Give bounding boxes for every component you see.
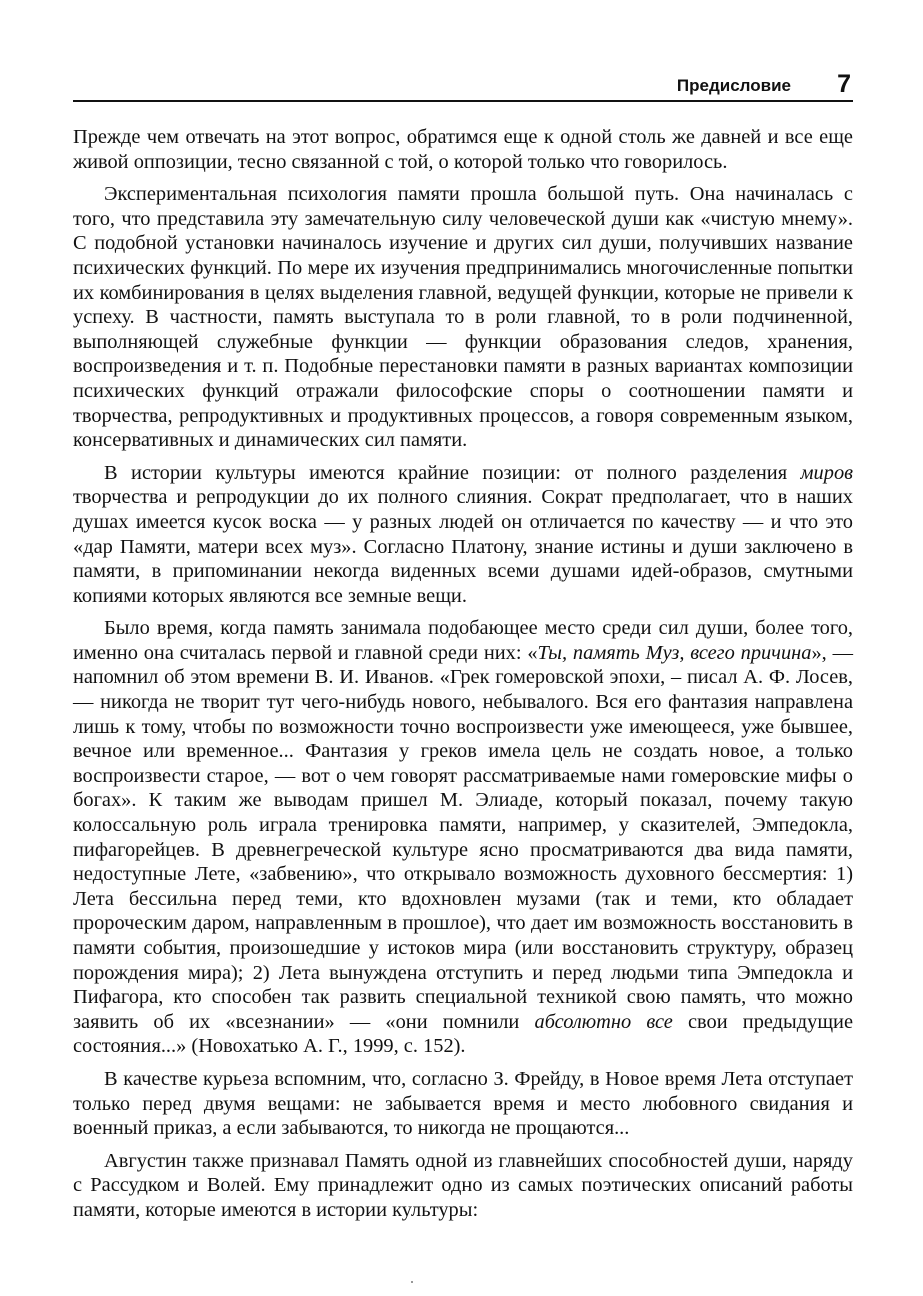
paragraph-text: В истории культуры имеются крайние позиции: от полного разделения xyxy=(104,461,801,484)
paragraph xyxy=(73,125,853,174)
section-title: Предисловие xyxy=(676,76,791,95)
paragraph-text: Прежде чем отвечать на этот вопрос, обратимся еще к одной столь же давней и все еще живой оппозиции, тесно связанной с той, о которой только что говорилось. xyxy=(73,126,853,173)
paragraph-text: В качестве курьеза вспомним, что, согласно З. Фрейду, в Новое время Лета отступает только перед двумя вещами: не забывается время и место любовного свидания и военный приказ, а если забываются, то никогда не прощаются... xyxy=(73,1067,853,1140)
paragraph-text: Экспериментальная психология памяти прошла большой путь. Она начиналась с того, что представила эту замечательную силу человеческой души как «чистую мнему». С подобной установки начиналось изучение и других сил души, получивших название психических функций. По мере их изучения предпринимались многочисленные попытки их комбинирования в целях выделения главной, ведущей функции, которые не привели к успеху. В частности, память выступала то в роли главной, то в роли подчиненной, выполняющей служебные функции — функции образования следов, хранения, воспроизведения и т. п. Подобные перестановки памяти в разных вариантах композиции психических функций отражали философские споры о соотношении памяти и творчества, репродуктивных и продуктивных процессов, а говоря современным языком, консервативных и динамических сил памяти. xyxy=(73,183,853,452)
page-number: 7 xyxy=(837,70,851,98)
italic-text: миров xyxy=(800,461,853,484)
italic-text: абсолютно все xyxy=(534,1010,673,1033)
scan-speck xyxy=(411,1281,413,1283)
paragraph xyxy=(73,1149,853,1223)
paragraph-text: Было время, когда память занимала подобающее место среди сил души, более того, именно она считалась первой и главной среди них: « xyxy=(73,617,853,664)
italic-text: Ты, память Муз, всего причина xyxy=(537,641,812,664)
paragraph xyxy=(73,616,853,1059)
paragraph xyxy=(73,1067,853,1141)
paragraph-text: », — напомнил об этом времени В. И. Иванов. «Грек гомеровской эпохи, – писал А. Ф. Лосев, — никогда не творит тут чего-нибудь нового, небывалого. Вся его фантазия направлена лишь к тому, чтобы по возможности точно воспроизвести уже имеющееся, уже бывшее, вечное или временное... Фантазия у греков имела цель не создать новое, а только воспроизвести старое, — вот о чем говорят рассматриваемые нами гомеровские мифы о богах». К таким же выводам пришел М. Элиаде, который показал, почему такую колоссальную роль играла тренировка памяти, например, у сказителей, Эмпедокла, пифагорейцев. В древнегреческой культуре ясно просматриваются два вида памяти, недоступные Лете, «забвению», что открывало возможность духовного бессмертия: 1) Лета бессильна перед теми, кто вдохновлен музами (так и теми, кто обладает пророческим даром, направленным в прошлое), что дает им возможность восстановить в памяти события, произошедшие у истоков мира (или восстановить структуру, образец порождения мира); 2) Лета вынуждена отступить и перед людьми типа Эмпедокла и Пифагора, кто способен так развить специальной техникой свою память, что можно заявить об их «всезнании» — «они помнили xyxy=(73,641,853,1033)
paragraph-text: Августин также признавал Память одной из главнейших способностей души, наряду с Рассудком и Волей. Ему принадлежит одно из самых поэтических описаний работы памяти, которые имеются в истории культуры: xyxy=(73,1149,853,1221)
body-text xyxy=(73,125,853,1231)
paragraph-text: свои предыдущие состояния...» (Новохатько А. Г., 1999, с. 152). xyxy=(73,1010,853,1058)
paragraph-text: творчества и репродукции до их полного слияния. Сократ предполагает, что в наших душах имеется кусок воска — у разных людей он отличается по качеству — и что это «дар Памяти, матери всех муз». Согласно Платону, знание истины и души заключено в памяти, в припоминании некогда виденных всеми душами идей-образов, смутными копиями которых являются все земные вещи. xyxy=(73,486,853,607)
paragraph xyxy=(73,182,853,453)
paragraph xyxy=(73,461,853,609)
running-header xyxy=(73,70,853,102)
